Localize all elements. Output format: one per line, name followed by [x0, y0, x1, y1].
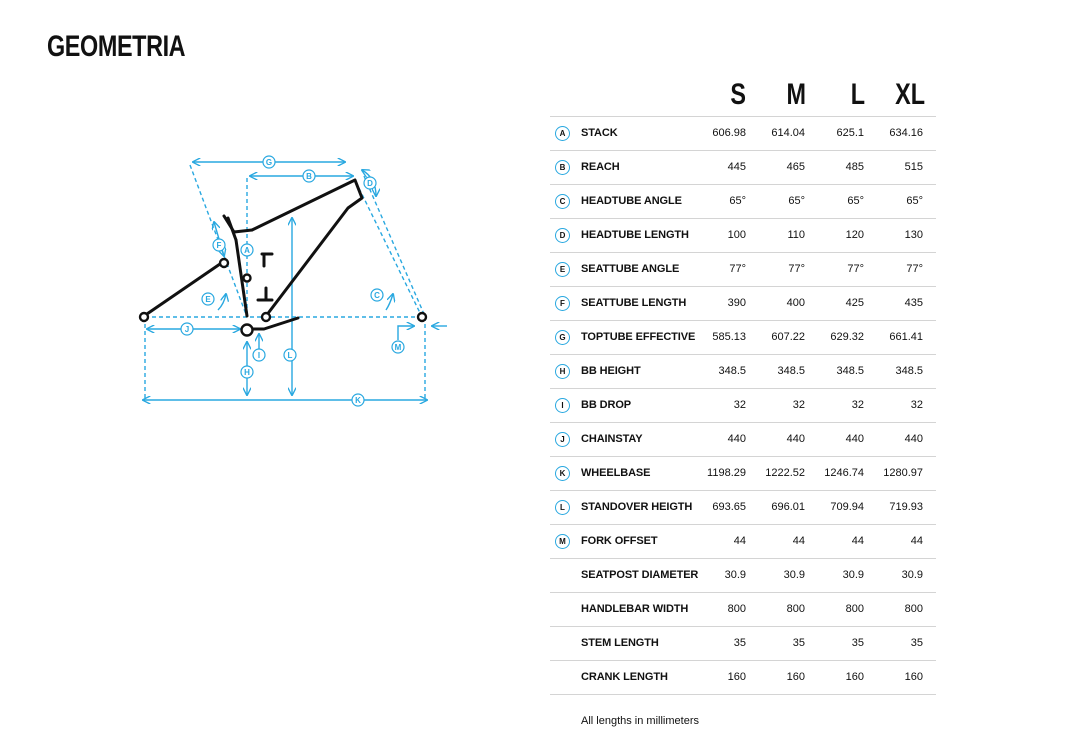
measure-label: STACK: [581, 127, 618, 139]
measure-label: HANDLEBAR WIDTH: [581, 603, 689, 615]
svg-text:I: I: [257, 351, 261, 360]
measure-label: SEATTUBE LENGTH: [581, 297, 687, 309]
measure-value-m: 77°: [788, 263, 805, 275]
svg-text:K: K: [355, 396, 361, 405]
measure-value-xl: 719.93: [889, 501, 923, 513]
table-row: [550, 627, 936, 661]
page-title: GEOMETRIA: [47, 30, 186, 63]
measure-value-s: 65°: [729, 195, 746, 207]
measure-value-s: 77°: [729, 263, 746, 275]
measure-value-m: 44: [792, 535, 805, 547]
measure-value-l: 440: [845, 433, 864, 445]
measure-key-badge: L: [555, 500, 570, 515]
measure-value-l: 1246.74: [824, 467, 864, 479]
measure-value-xl: 800: [904, 603, 923, 615]
measure-key-badge: M: [555, 534, 570, 549]
measure-value-m: 400: [786, 297, 805, 309]
footnote-row: [550, 695, 936, 728]
svg-text:J: J: [184, 325, 190, 334]
size-header-s: S: [730, 78, 746, 111]
table-row: [550, 151, 936, 185]
measure-value-xl: 348.5: [895, 365, 923, 377]
measure-value-s: 348.5: [718, 365, 746, 377]
measure-value-xl: 634.16: [889, 127, 923, 139]
bike-geometry-diagram: [130, 140, 460, 420]
size-header-m: M: [786, 78, 806, 111]
table-row: [550, 423, 936, 457]
measure-value-s: 585.13: [712, 331, 746, 343]
measure-label: FORK OFFSET: [581, 535, 658, 547]
measure-value-m: 30.9: [783, 569, 805, 581]
measure-value-s: 44: [733, 535, 746, 547]
table-row: [550, 491, 936, 525]
table-row: [550, 355, 936, 389]
measure-label: BB DROP: [581, 399, 632, 411]
svg-text:D: D: [367, 179, 373, 188]
measure-value-s: 800: [727, 603, 746, 615]
size-header-xl: XL: [895, 78, 925, 111]
measure-value-m: 800: [786, 603, 805, 615]
measure-value-m: 696.01: [771, 501, 805, 513]
svg-text:B: B: [306, 172, 312, 181]
table-body: [550, 117, 936, 695]
measure-value-l: 44: [851, 535, 864, 547]
measure-value-s: 606.98: [712, 127, 746, 139]
table-row: [550, 287, 936, 321]
measure-value-m: 32: [792, 399, 805, 411]
measure-value-l: 65°: [847, 195, 864, 207]
measure-value-xl: 440: [904, 433, 923, 445]
measure-value-l: 32: [851, 399, 864, 411]
measure-value-s: 35: [733, 637, 746, 649]
measure-value-m: 65°: [788, 195, 805, 207]
measure-value-s: 100: [727, 229, 746, 241]
table-row: [550, 321, 936, 355]
table-row: [550, 661, 936, 695]
measure-value-s: 440: [727, 433, 746, 445]
table-row: [550, 525, 936, 559]
measure-value-s: 1198.29: [707, 467, 746, 479]
units-note: All lengths in millimeters: [581, 715, 699, 727]
measure-value-xl: 1280.97: [883, 467, 923, 479]
measure-value-l: 485: [845, 161, 864, 173]
table-row: [550, 219, 936, 253]
measure-label: HEADTUBE ANGLE: [581, 195, 682, 207]
table-row: [550, 457, 936, 491]
measure-key-badge: F: [555, 296, 570, 311]
measure-value-m: 607.22: [771, 331, 805, 343]
table-row: [550, 559, 936, 593]
measure-value-s: 160: [727, 671, 746, 683]
measure-value-s: 30.9: [724, 569, 746, 581]
measure-value-xl: 35: [910, 637, 923, 649]
table-row: [550, 593, 936, 627]
measure-value-m: 348.5: [777, 365, 805, 377]
measure-label: CRANK LENGTH: [581, 671, 668, 683]
measure-label: REACH: [581, 161, 620, 173]
measure-value-l: 160: [845, 671, 864, 683]
measure-value-s: 445: [727, 161, 746, 173]
measure-value-xl: 44: [910, 535, 923, 547]
svg-text:E: E: [205, 295, 211, 304]
measure-value-l: 348.5: [836, 365, 864, 377]
measure-label: CHAINSTAY: [581, 433, 643, 445]
measure-value-l: 709.94: [830, 501, 864, 513]
measure-label: WHEELBASE: [581, 467, 651, 479]
measure-value-l: 625.1: [836, 127, 864, 139]
measure-value-m: 465: [786, 161, 805, 173]
measure-key-badge: G: [555, 330, 570, 345]
measure-value-l: 35: [851, 637, 864, 649]
size-header-row: [550, 78, 936, 117]
svg-text:L: L: [287, 351, 293, 360]
measure-value-xl: 65°: [906, 195, 923, 207]
measure-value-l: 30.9: [842, 569, 864, 581]
measure-value-xl: 30.9: [901, 569, 923, 581]
svg-text:G: G: [265, 158, 273, 167]
measure-value-m: 614.04: [771, 127, 805, 139]
svg-text:F: F: [216, 241, 222, 250]
measure-value-s: 32: [733, 399, 746, 411]
svg-text:C: C: [374, 291, 380, 300]
measure-value-l: 800: [845, 603, 864, 615]
measure-value-m: 1222.52: [765, 467, 805, 479]
measure-value-xl: 77°: [906, 263, 923, 275]
measure-value-xl: 661.41: [889, 331, 923, 343]
measure-label: BB HEIGHT: [581, 365, 641, 377]
measure-key-badge: B: [555, 160, 570, 175]
measure-value-m: 35: [792, 637, 805, 649]
measure-key-badge: C: [555, 194, 570, 209]
measure-value-l: 425: [845, 297, 864, 309]
measure-value-l: 629.32: [830, 331, 864, 343]
measure-label: SEATTUBE ANGLE: [581, 263, 680, 275]
measure-label: HEADTUBE LENGTH: [581, 229, 689, 241]
measure-key-badge: A: [555, 126, 570, 141]
measure-label: STANDOVER HEIGTH: [581, 501, 693, 513]
measure-value-xl: 32: [910, 399, 923, 411]
table-row: [550, 117, 936, 151]
measure-label: SEATPOST DIAMETER: [581, 569, 699, 581]
measure-value-m: 110: [787, 229, 805, 241]
measure-value-m: 160: [786, 671, 805, 683]
measure-key-badge: K: [555, 466, 570, 481]
measure-value-xl: 515: [904, 161, 923, 173]
measure-value-xl: 130: [904, 229, 923, 241]
table-row: [550, 389, 936, 423]
table-row: [550, 185, 936, 219]
measure-key-badge: D: [555, 228, 570, 243]
measure-value-l: 77°: [847, 263, 864, 275]
measure-value-l: 120: [845, 229, 864, 241]
svg-text:H: H: [244, 368, 250, 377]
measure-value-m: 440: [786, 433, 805, 445]
size-header-l: L: [850, 78, 865, 111]
svg-text:M: M: [394, 343, 402, 352]
measure-value-s: 390: [727, 297, 746, 309]
measure-label: TOPTUBE EFFECTIVE: [581, 331, 696, 343]
measure-key-badge: J: [555, 432, 570, 447]
measure-label: STEM LENGTH: [581, 637, 659, 649]
measure-value-xl: 160: [904, 671, 923, 683]
measure-key-badge: I: [555, 398, 570, 413]
svg-text:A: A: [244, 246, 250, 255]
measure-key-badge: E: [555, 262, 570, 277]
measure-value-s: 693.65: [712, 501, 746, 513]
measure-value-xl: 435: [904, 297, 923, 309]
table-row: [550, 253, 936, 287]
measure-key-badge: H: [555, 364, 570, 379]
geometry-table: [550, 78, 936, 728]
